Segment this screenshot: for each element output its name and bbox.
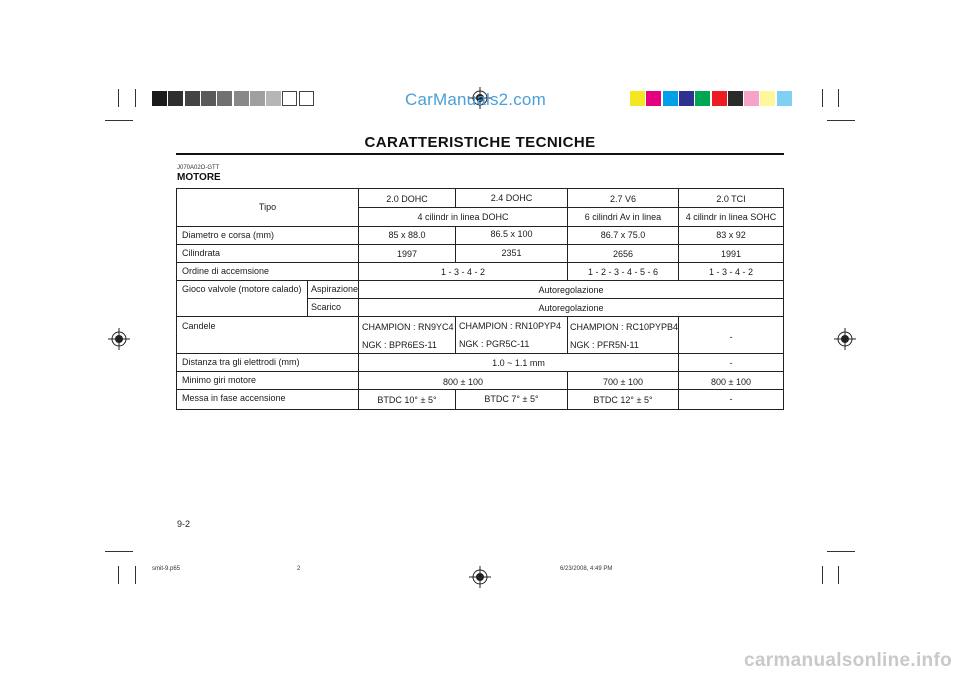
color-swatch <box>679 91 694 106</box>
tipo-dohc: 4 cilindr in linea DOHC <box>417 212 509 222</box>
row-label-displacement: Cilindrata <box>182 248 221 258</box>
timing-v3: BTDC 12° ± 5° <box>593 395 653 405</box>
gap-value: 1.0 ~ 1.1 mm <box>492 358 545 368</box>
gray-swatch <box>234 91 249 106</box>
plugs-v3-ngk: NGK : PFR5N-11 <box>570 340 639 350</box>
plugs-v1-champion: CHAMPION : RN9YC4 <box>362 322 454 332</box>
firing-v6: 1 - 2 - 3 - 4 - 5 - 6 <box>587 267 659 277</box>
registration-target-left-icon <box>108 328 130 350</box>
timing-v2: BTDC 7° ± 5° <box>484 394 539 404</box>
footer-date: 6/23/2008, 4:49 PM <box>560 566 613 572</box>
gray-swatch <box>152 91 167 106</box>
displacement-v1: 1997 <box>396 249 418 259</box>
valves-exhaust-label: Scarico <box>311 302 342 312</box>
color-swatch <box>646 91 661 106</box>
row-label-gap: Distanza tra gli elettrodi (mm) <box>182 357 300 367</box>
plugs-v1-ngk: NGK : BPR6ES-11 <box>362 340 437 350</box>
engine-spec-table <box>176 188 784 410</box>
gray-swatch <box>299 91 314 106</box>
row-label-bore: Diametro e corsa (mm) <box>182 230 275 240</box>
displacement-v2: 2351 <box>501 248 522 258</box>
gray-swatch <box>282 91 297 106</box>
color-swatch <box>728 91 743 106</box>
plugs-v3-champion: CHAMPION : RC10PYPB4 <box>570 322 679 332</box>
gray-swatch <box>185 91 200 106</box>
plugs-v2-champion: CHAMPION : RN10PYP4 <box>459 321 562 331</box>
row-label-tipo: Tipo <box>258 202 277 212</box>
gray-swatch <box>266 91 281 106</box>
carmanuals-logo[interactable]: CarManuals2.com <box>405 90 546 109</box>
row-label-firing: Ordine di accemsione <box>182 266 270 276</box>
gap-v4: - <box>729 358 733 368</box>
timing-v4: - <box>729 394 733 404</box>
color-swatch <box>663 91 678 106</box>
valves-exhaust-value: Autoregolazione <box>538 303 604 313</box>
row-label-timing: Messa in fase accensione <box>182 393 286 403</box>
color-swatch <box>744 91 759 106</box>
valves-intake-value: Autoregolazione <box>538 285 604 295</box>
bore-v1: 85 x 88.0 <box>388 230 426 240</box>
variant-2-4-dohc: 2.4 DOHC <box>490 193 533 203</box>
gray-swatch <box>168 91 183 106</box>
variant-2-7-v6: 2.7 V6 <box>609 194 637 204</box>
section-title: MOTORE <box>177 172 221 183</box>
valves-intake-label: Aspirazione <box>311 284 359 294</box>
row-label-valves: Gioco valvole (motore calado) <box>182 284 302 294</box>
displacement-v3: 2656 <box>612 249 634 259</box>
timing-v1: BTDC 10° ± 5° <box>377 395 437 405</box>
bore-v2: 86.5 x 100 <box>490 229 533 239</box>
color-swatch <box>760 91 775 106</box>
bore-v4: 83 x 92 <box>716 230 746 240</box>
color-swatch <box>777 91 792 106</box>
registration-target-bottom-icon <box>469 566 491 588</box>
color-swatch <box>712 91 727 106</box>
page-title: CARATTERISTICHE TECNICHE <box>364 134 596 151</box>
tipo-v6: 6 cilindri Av in linea <box>584 212 662 222</box>
color-swatch <box>630 91 645 106</box>
variant-2-0-tci: 2.0 TCI <box>716 194 746 204</box>
row-label-plugs: Candele <box>182 321 216 331</box>
doc-code: J070A02O-GTT <box>177 165 220 171</box>
variant-2-0-dohc: 2.0 DOHC <box>386 194 428 204</box>
footer-page: 2 <box>297 566 301 572</box>
gray-swatch <box>217 91 232 106</box>
page-number: 9-2 <box>177 519 191 529</box>
watermark[interactable]: carmanualsonline.info <box>744 650 952 671</box>
registration-target-right-icon <box>834 328 856 350</box>
firing-tci: 1 - 3 - 4 - 2 <box>708 267 753 277</box>
idle-tci: 800 ± 100 <box>711 377 751 387</box>
tipo-tci: 4 cilindr in linea SOHC <box>685 212 777 222</box>
plugs-v2-ngk: NGK : PGR5C-11 <box>459 339 530 349</box>
bore-v3: 86.7 x 75.0 <box>600 230 646 240</box>
firing-dohc: 1 - 3 - 4 - 2 <box>440 267 485 277</box>
color-swatch <box>695 91 710 106</box>
footer-file: smit-9.p65 <box>152 566 181 572</box>
idle-dohc: 800 ± 100 <box>443 377 483 387</box>
plugs-v4: - <box>729 332 733 342</box>
gray-swatch <box>250 91 265 106</box>
displacement-v4: 1991 <box>720 249 742 259</box>
idle-v6: 700 ± 100 <box>603 377 643 387</box>
gray-swatch <box>201 91 216 106</box>
row-label-idle: Minimo giri motore <box>182 375 257 385</box>
title-rule <box>176 153 784 155</box>
